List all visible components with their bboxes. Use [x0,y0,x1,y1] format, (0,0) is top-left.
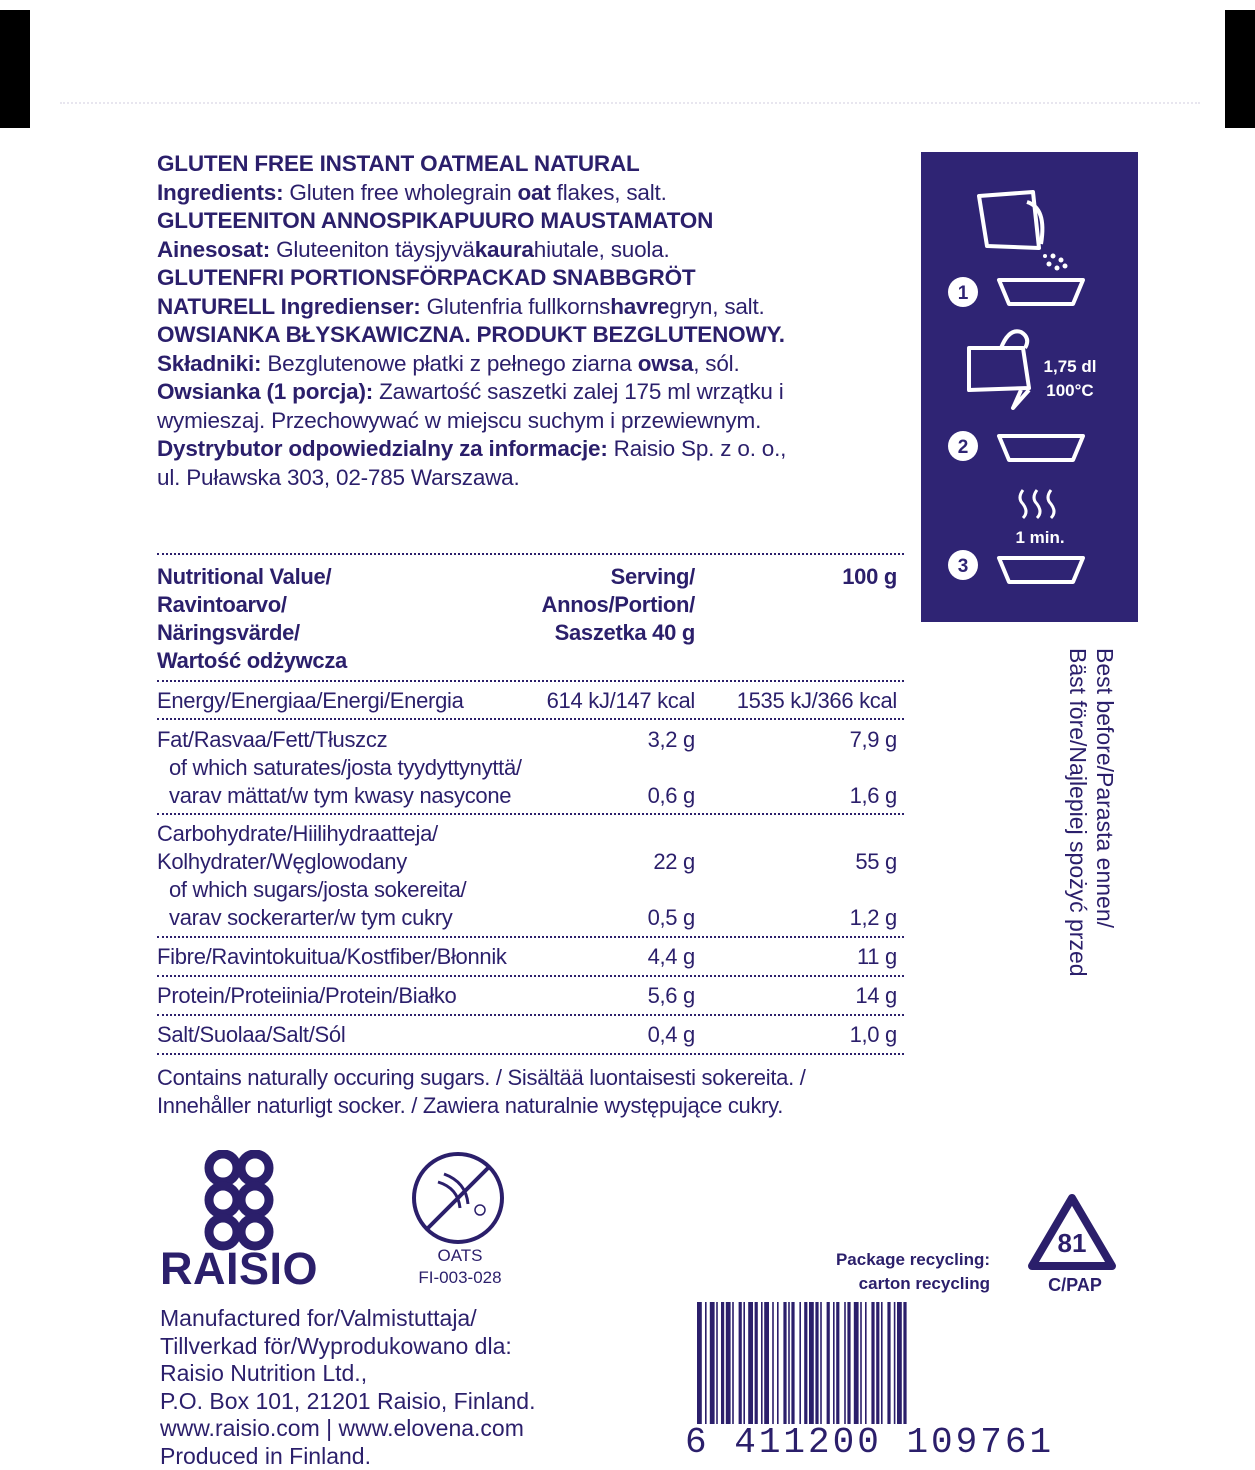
nutrition-header: Nutritional Value/ Ravintoarvo/ Näringsvärde/ Wartość odżywcza Serving/ Annos/Portion/ Saszetka 40 g 100 g [157,564,897,673]
barcode-bar [697,1302,702,1424]
barcode-bar [854,1302,859,1424]
kettle-icon [969,348,1029,390]
barcode-bar [876,1302,879,1424]
gluten-free-icon [408,1148,508,1248]
barcode-bar [836,1302,839,1424]
barcode-bar [783,1302,786,1424]
seal-stitch [60,102,1200,108]
barcode-bar [726,1302,731,1424]
ingredients-pl: Składniki: Bezglutenowe płatki z pełnego ziarna owsa, sól. [157,350,740,376]
manufacturer-info: Manufactured for/Valmistuttaja/ Tillverkad för/Wyprodukowano dla: Raisio Nutrition Ltd., P.O. Box 101, 21201 Raisio, Finland. www.raisio.com | www.elovena.com Produced in Finland. [160,1305,536,1469]
steam-icon [1020,490,1054,518]
barcode-bar [897,1302,902,1424]
step-2-label: 2 [957,437,969,458]
barcode-bar [705,1302,707,1424]
prep-pl-2: wymieszaj. Przechowywać w miejscu suchym i przewiewnym. [157,407,762,433]
brand-name: RAISIO [160,1243,319,1294]
divider [157,1014,904,1016]
step-3-label: 3 [957,556,969,577]
barcode-bar [815,1302,818,1424]
barcode-bar [809,1302,814,1424]
barcode-bar [827,1302,830,1424]
barcode-bar [755,1302,758,1424]
barcode-bar [739,1302,742,1424]
barcode-bar [804,1302,807,1424]
barcode-bar [791,1302,794,1424]
barcode-icon [695,1302,1075,1427]
best-before-line1: Best before/Parasta ennen/ [1092,648,1118,929]
barcode-bar [721,1302,724,1424]
barcode-bar [732,1302,734,1424]
barcode-bar [710,1302,715,1424]
divider [157,813,904,815]
barcode-bar [903,1302,906,1424]
divider [157,1053,904,1055]
barcode-bar [881,1302,883,1424]
recycling-text: Package recycling: carton recycling [835,1250,990,1293]
title-sv: GLUTENFRI PORTIONSFÖRPACKAD SNABBGRÖT [157,265,696,290]
divider [157,718,904,720]
water-temp: 100°C [1046,381,1094,400]
preparation-illustration [921,152,1138,622]
ingredients-fi: Ainesosat: Gluteeniton täysjyväkaurahiutale, suola. [157,236,670,262]
sachet-icon [979,192,1039,248]
distributor-pl: Dystrybutor odpowiedzialny za informacje: Raisio Sp. z o. o., [157,436,787,461]
barcode-bar [799,1302,801,1424]
best-before-line2: Bäst före/Najlepiej spożyć przed [1065,648,1091,977]
barcode-bar [777,1302,779,1424]
wait-time: 1 min. [1015,528,1065,547]
barcode-bar [716,1302,718,1424]
barcode-bar [788,1302,790,1424]
sugar-note: Contains naturally occuring sugars. / Sisältää luontaisesti sokereita. / Innehåller naturligt socker. / Zawiera naturalnie występujące cukry. [157,1065,806,1118]
ingredients-sv: NATURELL Ingredienser: Glutenfria fullkornshavregryn, salt. [157,293,765,319]
gluten-free-label: OATS FI-003-028 [418,1246,502,1287]
title-fi: GLUTEENITON ANNOSPIKAPUURO MAUSTAMATON [157,208,714,233]
bowl-icon [999,280,1083,304]
barcode-digits: 6 411200 109761 [685,1422,1055,1463]
bowl-icon [999,558,1083,582]
barcode-bar [833,1302,835,1424]
barcode-bar [748,1302,753,1424]
barcode-bar [743,1302,745,1424]
water-volume: 1,75 dl [1043,357,1097,376]
bowl-icon [999,436,1083,460]
barcode-bar [772,1302,774,1424]
edge-bar-left [0,10,30,128]
barcode-bar [894,1302,896,1424]
barcode-bar [860,1302,862,1424]
divider [157,553,904,555]
ingredients-block [157,150,917,492]
recycling-number: 81 [1057,1228,1087,1258]
prep-pl: Owsianka (1 porcja): Zawartość saszetki zalej 175 ml wrzątku i [157,379,784,404]
divider [157,975,904,977]
barcode-bar [844,1302,846,1424]
barcode-bar [871,1302,874,1424]
barcode-bar [887,1302,890,1424]
title-en: GLUTEN FREE INSTANT OATMEAL NATURAL [157,151,640,176]
barcode-bar [761,1302,763,1424]
ingredients-en: Ingredients: Gluten free wholegrain oat flakes, salt. [157,179,667,205]
recycling-code: C/PAP [1048,1275,1102,1295]
divider [157,680,904,682]
best-before [1058,648,1118,1098]
step-1-label: 1 [957,283,969,304]
distributor-address: ul. Puławska 303, 02-785 Warszawa. [157,464,520,490]
barcode-bar [820,1302,822,1424]
preparation-panel [921,152,1138,622]
divider [157,936,904,938]
title-pl: OWSIANKA BŁYSKAWICZNA. PRODUKT BEZGLUTENOWY. [157,322,785,347]
edge-bar-right [1225,10,1255,128]
barcode-bar [847,1302,850,1424]
barcode-bar [764,1302,769,1424]
barcode-bar [865,1302,867,1424]
